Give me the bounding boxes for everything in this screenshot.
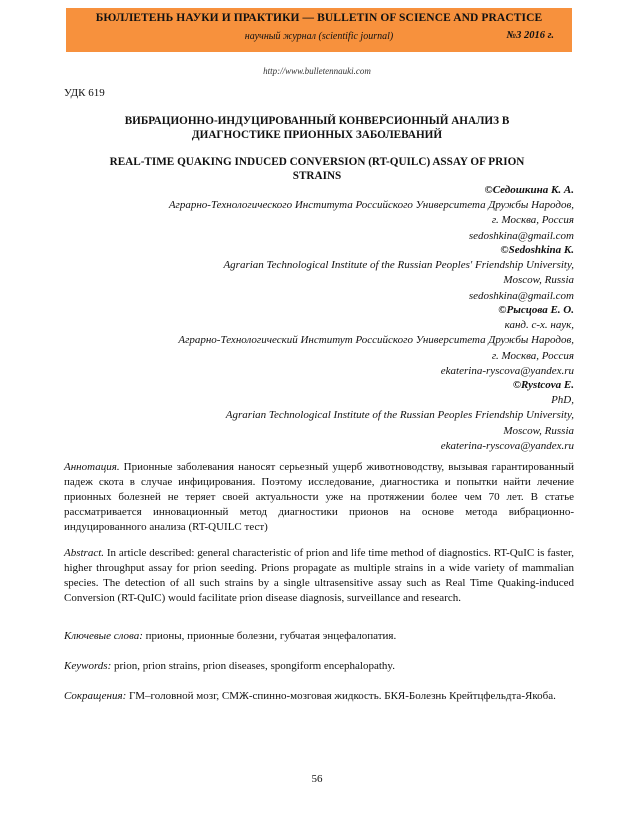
abbreviations-lead: Сокращения: [64,690,127,702]
journal-header-banner [66,8,572,52]
author-affiliation: Agrarian Technological Institute of the Russian Peoples' Friendship University, [223,259,574,272]
keywords-english-text: prion, prion strains, prion diseases, spongiform encephalopathy. [111,660,395,672]
title-english-line-1: REAL-TIME QUAKING INDUCED CONVERSION (RT-QUILC) ASSAY OF PRION [109,156,525,168]
author-name: ©Седошкина К. А. [484,184,574,196]
author-block-3 [54,303,574,379]
author-email[interactable]: sedoshkina@gmail.com [468,229,574,242]
keywords-english [64,659,574,674]
author-affiliation: Аграрно-Технологический Институт Российского Университета Дружбы Народов, [178,334,574,347]
author-location: г. Москва, Россия [491,214,574,227]
author-degree: PhD, [551,394,574,407]
journal-subtitle: научный журнал (scientific journal) [244,31,394,42]
author-location: Moscow, Russia [503,274,574,287]
keywords-russian [64,629,574,644]
author-name: ©Sedoshkina K. [500,244,574,256]
abbreviations-text: ГМ–головной мозг, СМЖ-спинно-мозговая жидкость. БКЯ-Болезнь Крейтцфельдта-Якоба. [126,690,556,702]
journal-url[interactable]: http://www.bulletennauki.com [263,66,371,76]
author-affiliation: Аграрно-Технологического Института Российского Университета Дружбы Народов, [168,199,574,212]
title-russian-line-1: ВИБРАЦИОННО-ИНДУЦИРОВАННЫЙ КОНВЕРСИОННЫЙ АНАЛИЗ В [124,115,510,127]
abstract-russian-text: Прионные заболевания наносят серьезный ущерб животноводству, вызывая гарантированный падеж скота в случае инфицирования. Поэтому исследование, диагностика и попытки найти лечение прионных болезней не теряет своей актуальности уже на протяжении более чем 70 лет. В статье рассматривается инновационный метод диагностики прионов на основе метода вибрационно-индуцированного анализа (RT-QUILC тест) [64,461,574,533]
author-affiliation: Agrarian Technological Institute of the Russian Peoples Friendship University, [225,409,574,422]
author-email[interactable]: sedoshkina@gmail.com [468,289,574,302]
title-english [90,155,544,183]
abstract-russian [64,460,574,535]
udk-code: УДК 619 [64,87,105,99]
author-name: ©Рысцова Е. О. [498,304,574,316]
abstract-english [64,546,574,606]
author-block-1 [54,183,574,244]
title-russian-line-2: ДИАГНОСТИКЕ ПРИОННЫХ ЗАБОЛЕВАНИЙ [191,129,443,141]
abbreviations [64,689,574,704]
author-block-4 [54,378,574,454]
journal-title: БЮЛЛЕТЕНЬ НАУКИ И ПРАКТИКИ — BULLETIN OF SCIENCE AND PRACTICE [95,12,543,24]
abstract-english-lead: Abstract. [64,547,105,559]
author-location: г. Москва, Россия [491,349,574,362]
abstract-english-text: In article described: general characteristic of prion and life time method of diagnostics. RT-QuIC is faster, higher throughput assay for prion seeding. Prions propagate as multiple strains in a wide variety of mammalian species. The detection of all such strains by a single ultrasensitive assay such as Real Time Quaking-induced Conversion (RT-QuIC) would facilitate prion disease diagnosis, surveillance and research. [64,547,574,604]
author-email[interactable]: ekaterina-ryscova@yandex.ru [440,439,574,452]
title-english-line-2: STRAINS [292,170,342,182]
keywords-russian-lead: Ключевые слова: [64,630,143,642]
author-degree: канд. с-х. наук, [504,319,574,332]
keywords-russian-text: прионы, прионные болезни, губчатая энцефалопатия. [142,630,397,642]
author-name: ©Rystcova E. [512,379,574,391]
journal-issue: №3 2016 г. [506,30,554,41]
abstract-russian-lead: Аннотация. [64,461,120,473]
keywords-english-lead: Keywords: [64,660,112,672]
title-russian [90,114,544,142]
author-block-2 [54,243,574,304]
author-location: Moscow, Russia [503,424,574,437]
author-email[interactable]: ekaterina-ryscova@yandex.ru [440,364,574,377]
page-number: 56 [311,773,323,785]
